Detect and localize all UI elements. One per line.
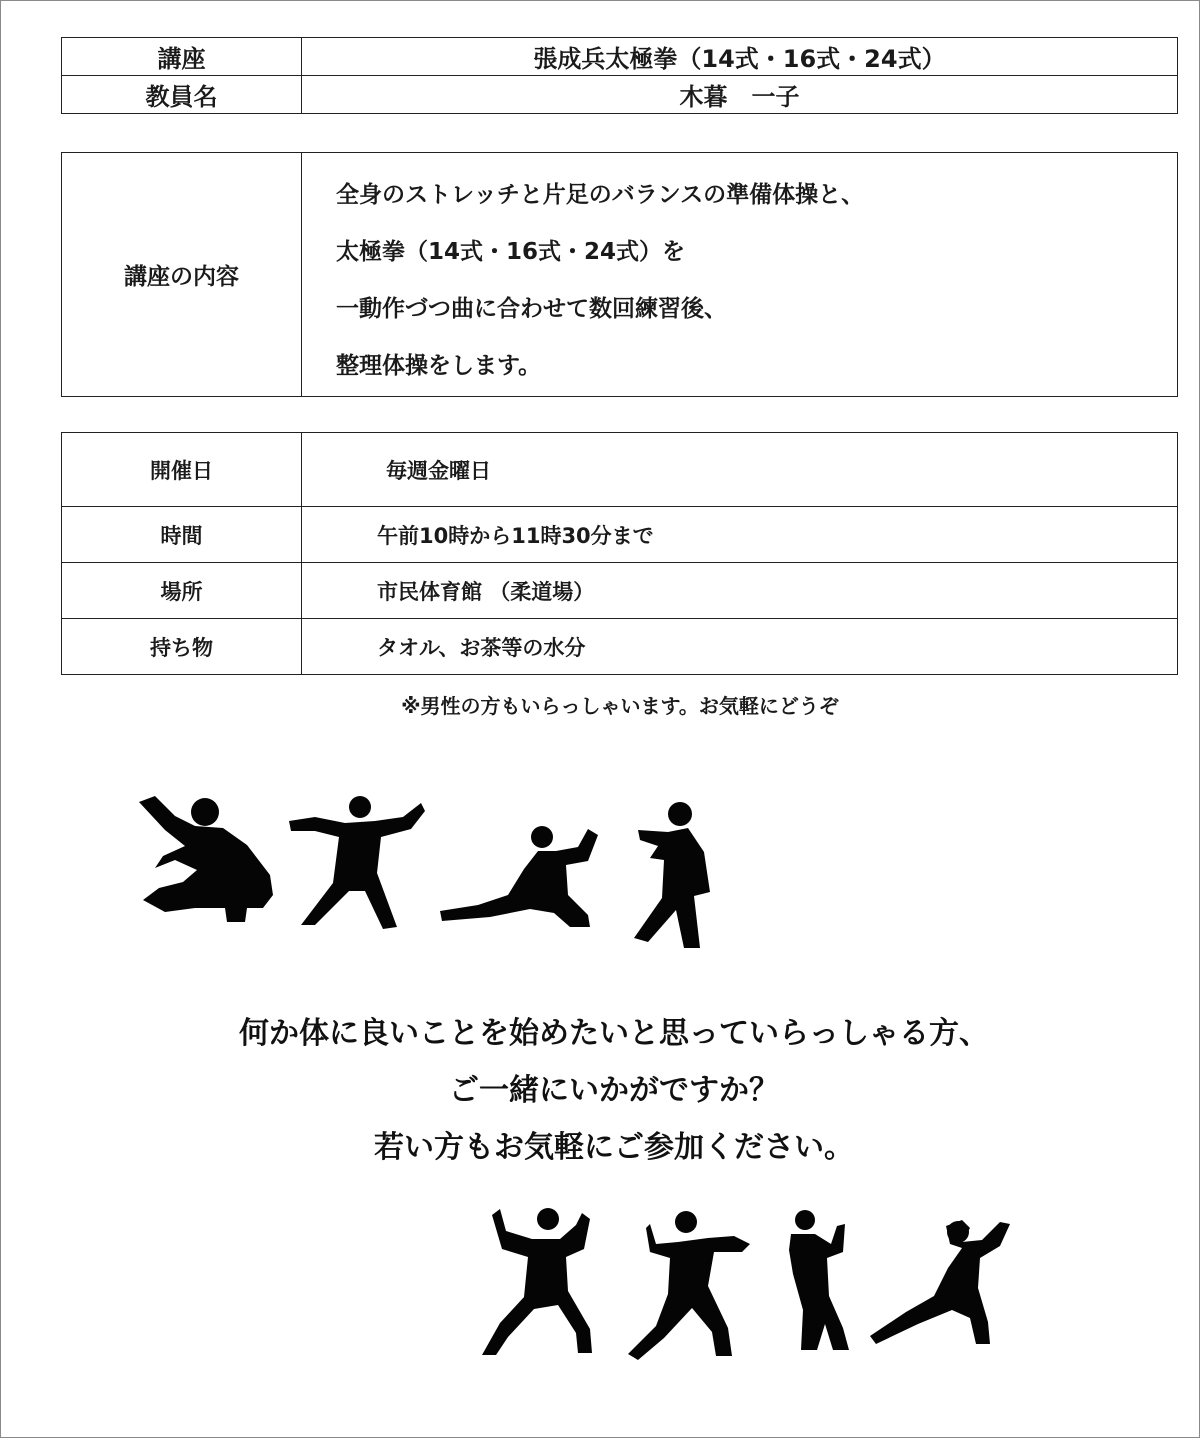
content-table bbox=[61, 152, 1178, 397]
taichi-silhouette-7 bbox=[785, 1210, 855, 1355]
info-value: 午前10時から11時30分まで bbox=[302, 507, 1178, 563]
info-label: 場所 bbox=[62, 563, 302, 619]
taichi-silhouette-1 bbox=[135, 790, 280, 925]
content-line: 全身のストレッチと片足のバランスの準備体操と、 bbox=[336, 182, 865, 208]
info-row-date bbox=[62, 433, 1178, 507]
content-line: 一動作づつ曲に合わせて数回練習後、 bbox=[336, 296, 727, 322]
info-table bbox=[61, 432, 1178, 675]
note-text: ※男性の方もいらっしゃいます。お気軽にどうぞ bbox=[401, 694, 839, 718]
course-row bbox=[62, 38, 1178, 76]
taichi-silhouette-4 bbox=[630, 800, 725, 950]
info-row-belongings bbox=[62, 619, 1178, 675]
info-value: 市民体育館 （柔道場） bbox=[302, 563, 1178, 619]
taichi-silhouette-6 bbox=[624, 1208, 754, 1363]
teacher-value: 木暮 一子 bbox=[302, 76, 1178, 114]
teacher-label: 教員名 bbox=[62, 76, 302, 114]
taichi-silhouette-8 bbox=[866, 1218, 1014, 1350]
info-label: 開催日 bbox=[62, 433, 302, 507]
info-label: 持ち物 bbox=[62, 619, 302, 675]
content-line: 整理体操をします。 bbox=[336, 353, 542, 379]
content-label: 講座の内容 bbox=[62, 153, 302, 397]
info-row-time bbox=[62, 507, 1178, 563]
invitation-line: 何か体に良いことを始めたいと思っていらっしゃる方、 bbox=[239, 1016, 989, 1051]
taichi-silhouette-2 bbox=[285, 795, 430, 935]
invitation-line: ご一緒にいかがですか？ bbox=[449, 1073, 779, 1108]
teacher-row bbox=[62, 76, 1178, 114]
content-body bbox=[302, 153, 1178, 397]
info-value: タオル、お茶等の水分 bbox=[302, 619, 1178, 675]
taichi-silhouette-5 bbox=[478, 1205, 598, 1360]
taichi-silhouette-3 bbox=[438, 825, 603, 930]
info-row-place bbox=[62, 563, 1178, 619]
course-table bbox=[61, 37, 1178, 114]
info-value: 毎週金曜日 bbox=[302, 433, 1178, 507]
course-value: 張成兵太極拳（14式・16式・24式） bbox=[302, 38, 1178, 76]
content-row bbox=[62, 153, 1178, 397]
course-label: 講座 bbox=[62, 38, 302, 76]
info-label: 時間 bbox=[62, 507, 302, 563]
content-line: 太極拳（14式・16式・24式）を bbox=[336, 239, 686, 265]
invitation-line: 若い方もお気軽にご参加ください。 bbox=[374, 1130, 854, 1165]
